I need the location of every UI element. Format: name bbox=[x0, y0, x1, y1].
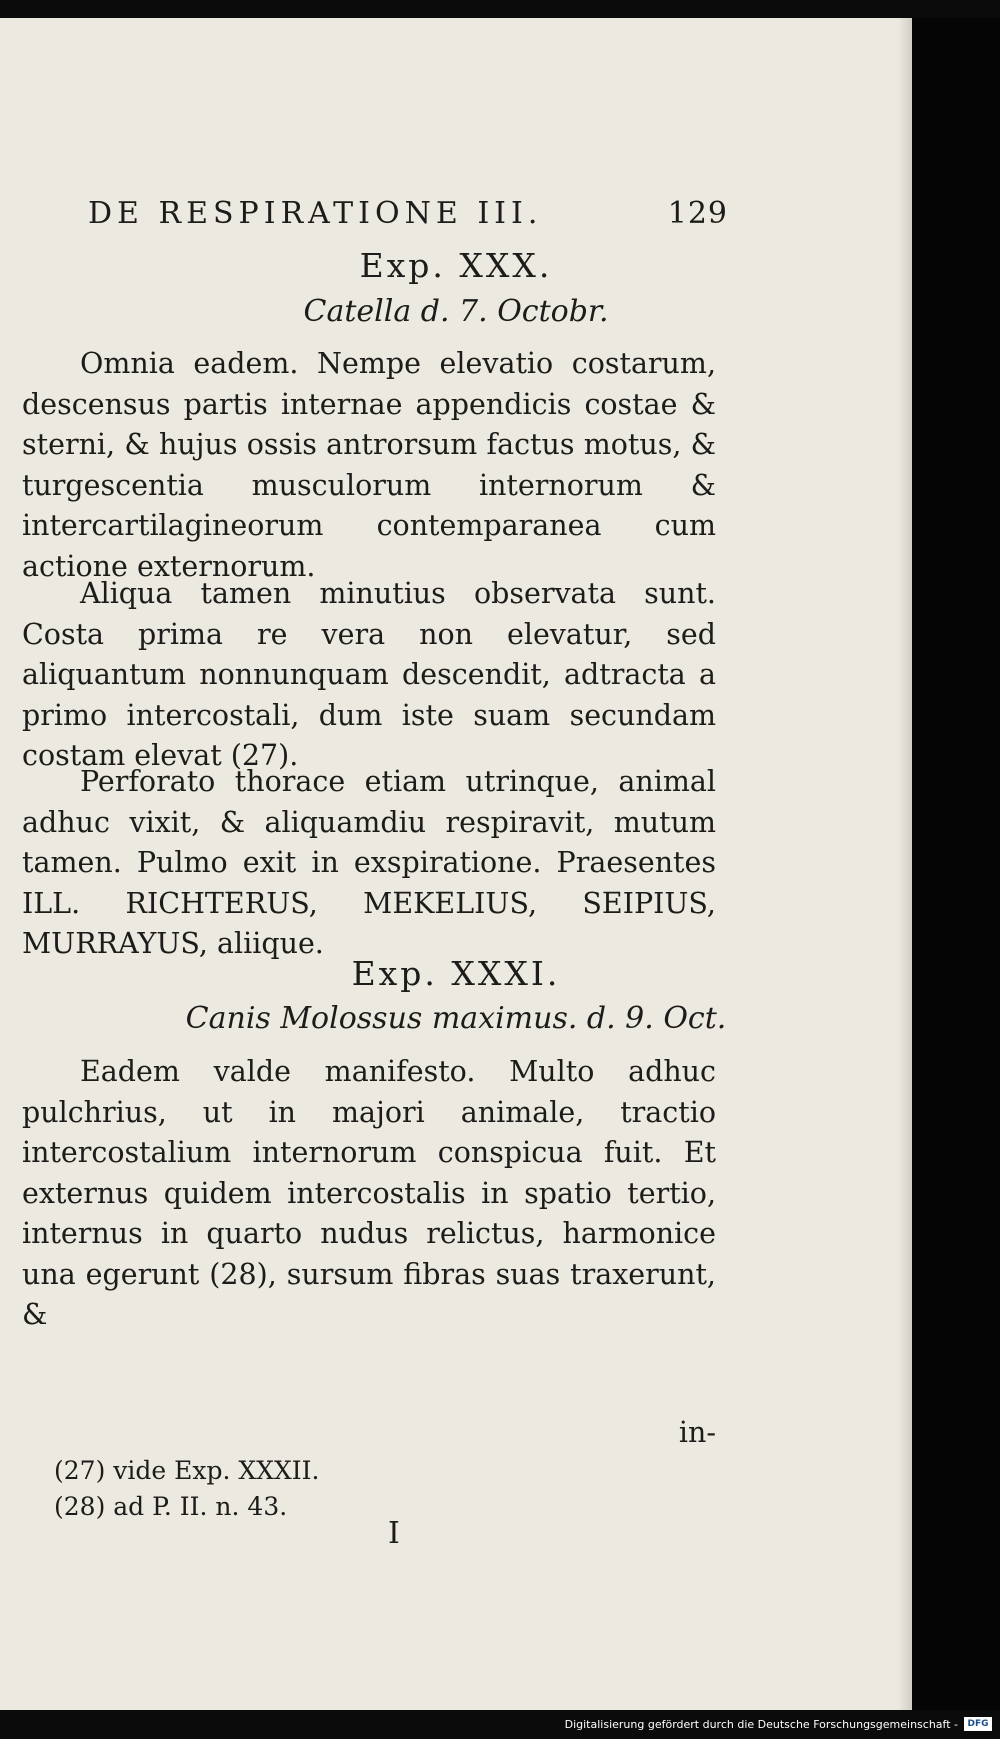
paragraph-2-text: Aliqua tamen minutius observata sunt. Costa prima re vera non elevatur, sed aliquantum nonnunquam descendit, adtracta a primo intercostali, dum iste suam secundam costam elevat (27). bbox=[22, 577, 716, 772]
paragraph-1-text: Omnia eadem. Nempe elevatio costarum, descensus partis internae appendicis costae & sterni, & hujus ossis antrorsum factus motus, & turgescentia musculorum internorum & intercartilagineorum contemparanea cum actione externorum. bbox=[22, 347, 716, 583]
paragraph-4-text: Eadem valde manifesto. Multo adhuc pulchrius, ut in majori animale, tractio intercostalium internorum conspicua fuit. Et externus quidem intercostalis in spatio tertio, internus in quarto nudus relictus, harmonice una egerunt (28), sursum fibras suas traxerunt, & bbox=[22, 1055, 716, 1331]
footnote-27: (27) vide Exp. XXXII. bbox=[54, 1456, 320, 1485]
dfg-logo: DFG bbox=[964, 1717, 992, 1731]
experiment-30-subheading: Catella d. 7. Octobr. bbox=[303, 294, 609, 329]
experiment-31-subheading: Canis Molossus maximus. d. 9. Oct. bbox=[185, 1001, 727, 1036]
book-page bbox=[0, 18, 912, 1710]
catchword: in- bbox=[678, 1416, 716, 1449]
book-spine bbox=[912, 18, 1000, 1710]
footnote-28: (28) ad P. II. n. 43. bbox=[54, 1492, 288, 1521]
running-head bbox=[88, 196, 728, 236]
signature-mark: I bbox=[388, 1516, 400, 1551]
page-number: 129 bbox=[667, 196, 728, 231]
paragraph-3-text: Perforato thorace etiam utrinque, animal adhuc vixit, & aliquamdiu respiravit, mutum tamen. Pulmo exit in exspiratione. Praesentes ILL. RICHTERUS, MEKELIUS, SEIPIUS, MURRAYUS, aliique. bbox=[22, 765, 716, 960]
running-head-title: DE RESPIRATIONE III. bbox=[88, 196, 543, 231]
paragraph-1 bbox=[22, 344, 716, 587]
digitization-credit: Digitalisierung gefördert durch die Deutsche Forschungsgemeinschaft - bbox=[564, 1718, 958, 1731]
experiment-31-heading: Exp. XXXI. bbox=[351, 954, 561, 993]
experiment-30-heading: Exp. XXX. bbox=[359, 246, 553, 285]
paragraph-3 bbox=[22, 762, 716, 965]
paragraph-2 bbox=[22, 574, 716, 777]
paragraph-4 bbox=[22, 1052, 716, 1336]
